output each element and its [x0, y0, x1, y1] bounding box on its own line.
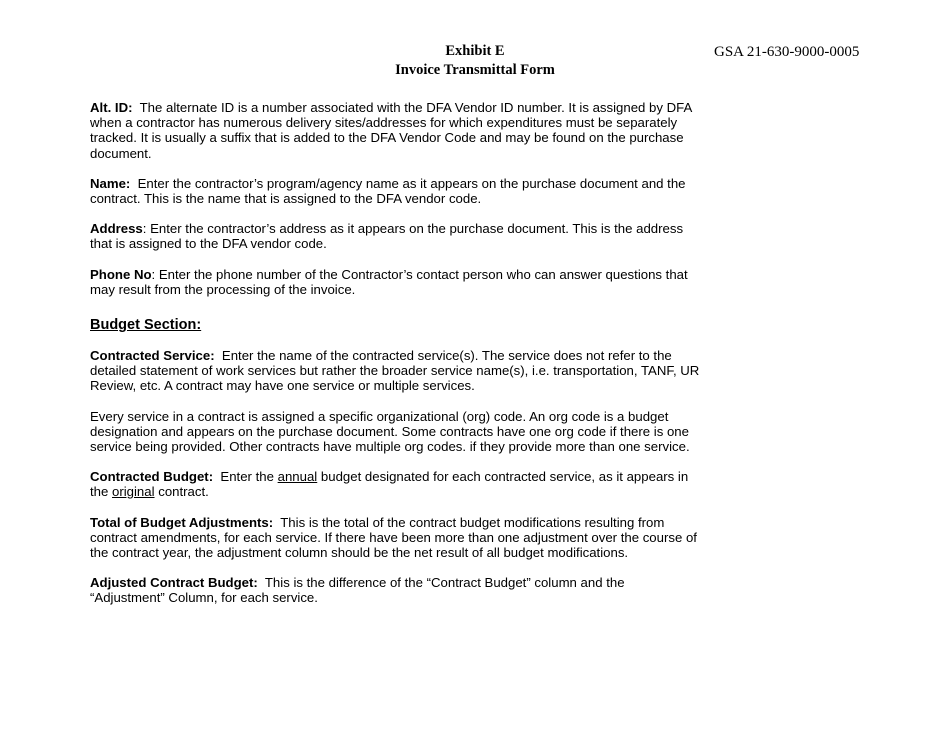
contracted-service-label: Contracted Service:	[90, 348, 215, 364]
exhibit-label: Exhibit E	[445, 43, 505, 59]
name-text: Enter the contractor’s program/agency name as it appears on the purchase document and the contract. This is the name that is assigned to the DFA vendor code.	[90, 175, 686, 207]
org-code-paragraph: Every service in a contract is assigned a specific organizational (org) code. An org code is a budget designation and appears on the purchase document. Some contracts have one org code if there is one service being provided. Other contracts have multiple org codes. if they provide more than one service.	[90, 408, 690, 455]
adjusted-budget-text: This is the difference of the “Contract Budget” column and the “Adjustment” Column, for each service.	[90, 575, 625, 606]
instructions-body	[90, 100, 700, 621]
form-code: GSA 21-630-9000-0005	[714, 44, 860, 60]
phone-label: Phone No	[90, 266, 152, 282]
phone-paragraph	[90, 267, 700, 297]
total-adjustments-text: This is the total of the contract budget modifications resulting from contract amendments, for each service. If there have been more than one adjustment over the course of the contract year, the adjustment column should be the net result of all budget modifications.	[90, 514, 697, 561]
contracted-budget-label: Contracted Budget:	[90, 469, 214, 485]
name-paragraph	[90, 176, 700, 206]
total-adjustments-paragraph	[90, 515, 700, 561]
contracted-budget-text-after: contract.	[158, 484, 209, 500]
alt-id-label: Alt. ID:	[90, 100, 133, 115]
total-adjustments-label: Total of Budget Adjustments:	[90, 514, 274, 530]
adjusted-budget-paragraph	[90, 575, 700, 605]
address-label: Address	[90, 221, 143, 237]
alt-id-paragraph	[90, 100, 700, 161]
name-label: Name:	[90, 175, 131, 191]
contracted-service-paragraph	[90, 348, 700, 394]
address-paragraph	[90, 221, 700, 251]
address-text: : Enter the contractor’s address as it appears on the purchase document. This is the address that is assigned to the DFA vendor code.	[90, 221, 684, 252]
annual-underlined: annual	[277, 469, 318, 485]
form-title: Invoice Transmittal Form	[395, 62, 555, 78]
budget-section-heading: Budget Section:	[90, 317, 202, 334]
adjusted-budget-label: Adjusted Contract Budget:	[90, 575, 258, 591]
phone-text: : Enter the phone number of the Contractor’s contact person who can answer questions that may result from the processing of the invoice.	[90, 266, 688, 297]
contracted-budget-text-middle: budget designated for each contracted service, as it appears in the	[90, 469, 689, 500]
original-underlined: original	[112, 484, 155, 500]
alt-id-text: The alternate ID is a number associated with the DFA Vendor ID number. It is assigned by DFA when a contractor has numerous delivery sites/addresses for which expenditures must be separately tracked. It is usually a suffix that is added to the DFA Vendor Code and may be found on the purchase document.	[90, 100, 692, 161]
contracted-service-text: Enter the name of the contracted service(s). The service does not refer to the detailed statement of work services but rather the broader service name(s), i.e. transportation, TANF, UR Review, etc. A contract may have one service or multiple services.	[90, 348, 700, 394]
contracted-budget-paragraph	[90, 469, 700, 499]
contracted-budget-text-before: Enter the	[220, 469, 274, 485]
